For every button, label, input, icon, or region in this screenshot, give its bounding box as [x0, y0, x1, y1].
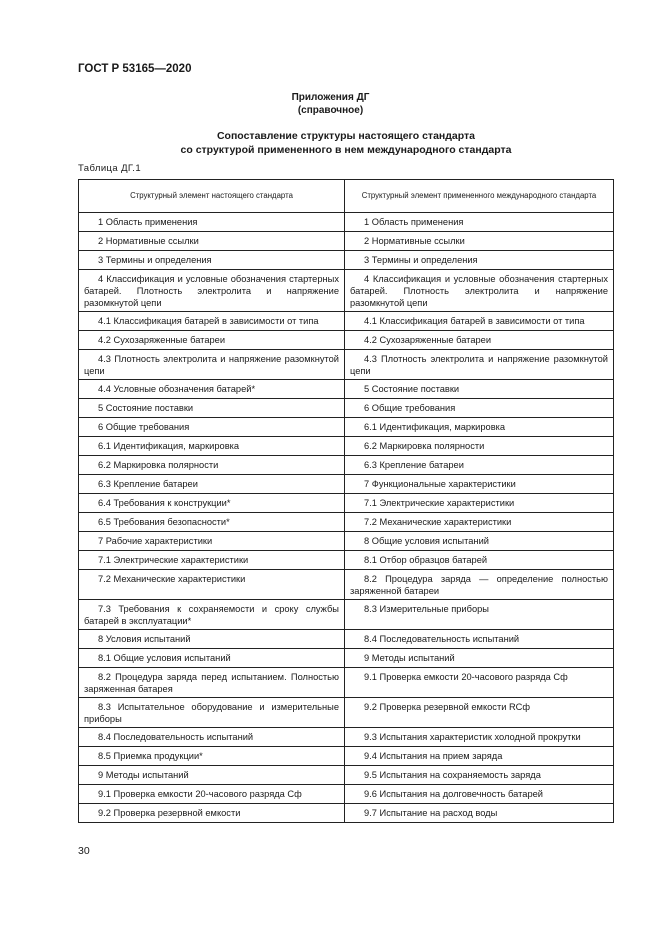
table-row — [79, 270, 614, 312]
cell-text: 8.4 Последовательность испытаний — [98, 732, 254, 742]
cell-text: 8 Условия испытаний — [98, 634, 191, 644]
cell-text: 8.1 Общие условия испытаний — [98, 653, 231, 663]
cell-national-element — [79, 270, 345, 312]
standard-number: ГОСТ Р 53165—2020 — [78, 63, 192, 75]
cell-text: 3 Термины и определения — [364, 255, 478, 265]
cell-international-element — [345, 418, 614, 437]
cell-text: 9.3 Испытания характеристик холодной прокрутки — [364, 732, 581, 742]
table-row — [79, 232, 614, 251]
table-row — [79, 668, 614, 698]
cell-national-element — [79, 437, 345, 456]
cell-text: 7.1 Электрические характеристики — [98, 555, 249, 565]
cell-text: 8.3 Измерительные приборы — [364, 604, 489, 614]
comparison-table — [78, 179, 614, 823]
cell-national-element — [79, 380, 345, 399]
table-row — [79, 551, 614, 570]
table-row — [79, 399, 614, 418]
cell-text: 9 Методы испытаний — [364, 653, 455, 663]
cell-national-element — [79, 331, 345, 350]
cell-international-element — [345, 649, 614, 668]
cell-national-element — [79, 494, 345, 513]
table-row — [79, 350, 614, 380]
cell-text: 9.6 Испытания на долговечность батарей — [364, 789, 543, 799]
cell-international-element — [345, 600, 614, 630]
table-row — [79, 380, 614, 399]
cell-national-element — [79, 399, 345, 418]
cell-text: 8.2 Процедура заряда перед испытанием. Полностью заряженная батарея — [84, 672, 339, 694]
cell-text: 4.2 Сухозаряженные батареи — [98, 335, 226, 345]
cell-international-element — [345, 551, 614, 570]
table-body — [79, 213, 614, 823]
cell-text: 9.7 Испытание на расход воды — [364, 808, 498, 818]
cell-international-element — [345, 331, 614, 350]
cell-text: 6.2 Маркировка полярности — [98, 460, 219, 470]
table-label: Таблица ДГ.1 — [78, 163, 142, 174]
cell-text: 7.2 Механические характеристики — [364, 517, 512, 527]
cell-text: 2 Нормативные ссылки — [98, 236, 199, 246]
cell-text: 8.5 Приемка продукции* — [98, 751, 203, 761]
cell-text: 4.4 Условные обозначения батарей* — [98, 384, 256, 394]
cell-text: 7 Рабочие характеристики — [98, 536, 213, 546]
cell-text: 8.1 Отбор образцов батарей — [364, 555, 488, 565]
table-row — [79, 766, 614, 785]
cell-text: 8.4 Последовательность испытаний — [364, 634, 520, 644]
cell-text: 9 Методы испытаний — [98, 770, 189, 780]
table-row — [79, 251, 614, 270]
cell-national-element — [79, 804, 345, 823]
cell-national-element — [79, 600, 345, 630]
heading-line-1: Сопоставление структуры настоящего стандарта — [216, 130, 476, 142]
cell-text: 9.2 Проверка резервной емкости RCф — [364, 702, 531, 712]
cell-national-element — [79, 350, 345, 380]
cell-text: 6 Общие требования — [98, 422, 190, 432]
cell-international-element — [345, 570, 614, 600]
table-row — [79, 456, 614, 475]
cell-text: 2 Нормативные ссылки — [364, 236, 465, 246]
cell-text: 8.3 Испытательное оборудование и измерительные приборы — [84, 702, 339, 724]
cell-national-element — [79, 649, 345, 668]
cell-international-element — [345, 766, 614, 785]
table-row — [79, 513, 614, 532]
cell-national-element — [79, 532, 345, 551]
cell-text: 9.4 Испытания на прием заряда — [364, 751, 503, 761]
cell-national-element — [79, 456, 345, 475]
column-header-international: Структурный элемент примененного международного стандарта — [345, 180, 614, 213]
cell-international-element — [345, 475, 614, 494]
cell-national-element — [79, 785, 345, 804]
appendix-note: (справочное) — [297, 105, 364, 116]
cell-international-element — [345, 350, 614, 380]
table-row — [79, 437, 614, 456]
table-row — [79, 600, 614, 630]
table-row — [79, 649, 614, 668]
cell-international-element — [345, 399, 614, 418]
cell-national-element — [79, 668, 345, 698]
cell-international-element — [345, 456, 614, 475]
table-row — [79, 494, 614, 513]
cell-text: 4.2 Сухозаряженные батареи — [364, 335, 492, 345]
cell-international-element — [345, 728, 614, 747]
cell-national-element — [79, 630, 345, 649]
cell-text: 7 Функциональные характеристики — [364, 479, 516, 489]
table-row — [79, 728, 614, 747]
table-row — [79, 804, 614, 823]
cell-national-element — [79, 698, 345, 728]
table-row — [79, 475, 614, 494]
cell-national-element — [79, 475, 345, 494]
cell-national-element — [79, 766, 345, 785]
cell-text: 3 Термины и определения — [98, 255, 212, 265]
cell-text: 8 Общие условия испытаний — [364, 536, 489, 546]
cell-international-element — [345, 213, 614, 232]
cell-text: 6.2 Маркировка полярности — [364, 441, 485, 451]
cell-text: 8.2 Процедура заряда — определение полностью заряженной батареи — [350, 574, 608, 596]
cell-international-element — [345, 785, 614, 804]
cell-text: 9.5 Испытания на сохраняемость заряда — [364, 770, 541, 780]
cell-national-element — [79, 570, 345, 600]
cell-text: 4.3 Плотность электролита и напряжение разомкнутой цепи — [84, 354, 339, 376]
page-number: 30 — [78, 845, 90, 857]
cell-international-element — [345, 270, 614, 312]
cell-text: 6.3 Крепление батареи — [98, 479, 198, 489]
cell-text: 1 Область применения — [364, 217, 464, 227]
cell-national-element — [79, 232, 345, 251]
appendix-title: Приложения ДГ — [291, 92, 370, 103]
cell-text: 9.1 Проверка емкости 20-часового разряда Cф — [98, 789, 302, 799]
cell-text: 7.2 Механические характеристики — [98, 574, 246, 584]
column-header-national: Структурный элемент настоящего стандарта — [79, 180, 345, 213]
cell-text: 6.4 Требования к конструкции* — [98, 498, 231, 508]
cell-national-element — [79, 747, 345, 766]
cell-text: 6.1 Идентификация, маркировка — [364, 422, 506, 432]
cell-national-element — [79, 312, 345, 331]
cell-international-element — [345, 804, 614, 823]
table-row — [79, 630, 614, 649]
cell-text: 6.3 Крепление батареи — [364, 460, 464, 470]
cell-text: 4 Классификация и условные обозначения стартерных батарей. Плотность электролита и напряжение разомкнутой цепи — [350, 274, 608, 308]
cell-text: 4 Классификация и условные обозначения стартерных батарей. Плотность электролита и напряжение разомкнутой цепи — [84, 274, 339, 308]
table-row — [79, 785, 614, 804]
cell-text: 5 Состояние поставки — [364, 384, 460, 394]
cell-international-element — [345, 698, 614, 728]
cell-international-element — [345, 380, 614, 399]
cell-text: 6.5 Требования безопасности* — [98, 517, 230, 527]
cell-text: 7.1 Электрические характеристики — [364, 498, 515, 508]
table-header-row — [79, 180, 614, 213]
cell-international-element — [345, 668, 614, 698]
cell-national-element — [79, 513, 345, 532]
cell-national-element — [79, 251, 345, 270]
cell-text: 9.2 Проверка резервной емкости — [98, 808, 241, 818]
cell-international-element — [345, 630, 614, 649]
cell-text: 4.1 Классификация батарей в зависимости от типа — [98, 316, 319, 326]
cell-international-element — [345, 494, 614, 513]
cell-international-element — [345, 513, 614, 532]
cell-text: 4.1 Классификация батарей в зависимости от типа — [364, 316, 585, 326]
table-row — [79, 312, 614, 331]
table-row — [79, 570, 614, 600]
cell-international-element — [345, 232, 614, 251]
appendix-heading — [120, 129, 572, 157]
heading-line-2: со структурой примененного в нем международного стандарта — [180, 144, 512, 156]
cell-text: 4.3 Плотность электролита и напряжение разомкнутой цепи — [350, 354, 608, 376]
cell-international-element — [345, 532, 614, 551]
cell-international-element — [345, 312, 614, 331]
table-row — [79, 418, 614, 437]
cell-text: 9.1 Проверка емкости 20-часового разряда Cф — [364, 672, 568, 682]
cell-text: 6 Общие требования — [364, 403, 456, 413]
cell-text: 6.1 Идентификация, маркировка — [98, 441, 240, 451]
cell-international-element — [345, 251, 614, 270]
table-row — [79, 213, 614, 232]
table-row — [79, 532, 614, 551]
cell-international-element — [345, 437, 614, 456]
cell-national-element — [79, 418, 345, 437]
cell-text: 5 Состояние поставки — [98, 403, 194, 413]
table-row — [79, 331, 614, 350]
table-row — [79, 698, 614, 728]
cell-national-element — [79, 551, 345, 570]
table-row — [79, 747, 614, 766]
cell-national-element — [79, 213, 345, 232]
cell-text: 7.3 Требования к сохраняемости и сроку службы батарей в эксплуатации* — [84, 604, 339, 626]
cell-international-element — [345, 747, 614, 766]
cell-national-element — [79, 728, 345, 747]
cell-text: 1 Область применения — [98, 217, 198, 227]
